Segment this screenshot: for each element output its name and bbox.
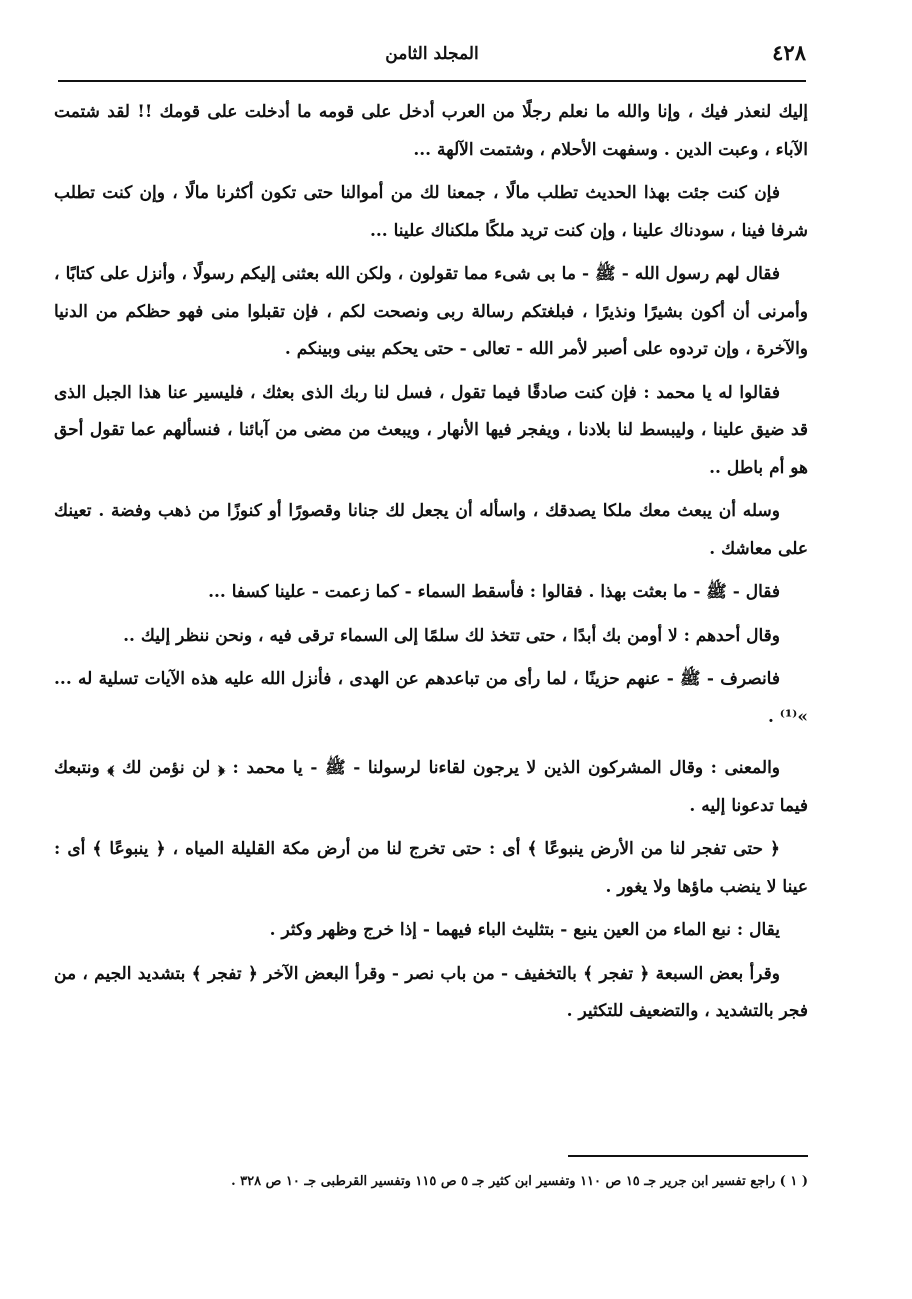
running-title: المجلد الثامن	[385, 44, 479, 64]
paragraph: فقال - ﷺ - ما بعثت بهذا . فقالوا : فأسقط السماء - كما زعمت - علينا كسفا ...	[208, 582, 780, 602]
paragraph: فانصرف - ﷺ - عنهم حزينًا ، لما رأى من تباعدهم عن الهدى ، فأنزل الله عليه هذه الآيات تسلية له ... »⁽¹⁾ .	[54, 669, 808, 727]
paragraph: ﴿ حتى تفجر لنا من الأرض ينبوعًا ﴾ أى : حتى تخرج لنا من أرض مكة القليلة المياه ، ﴿ ينبوعًا ﴾ أى : عينا لا ينضب ماؤها ولا يغور .	[54, 839, 808, 897]
paragraph: إليك لنعذر فيك ، وإنا والله ما نعلم رجلًا من العرب أدخل على قومه ما أدخلت على قومك !! لقد شتمت الآباء ، وعبت الدين . وسفهت الأحلام ، وشتمت الآلهة ...	[54, 102, 808, 160]
body-text	[54, 94, 808, 1037]
page-number: ٤٢٨	[772, 40, 806, 65]
paragraph: وسله أن يبعث معك ملكا يصدقك ، واسأله أن يجعل لك جنانا وقصورًا أو كنوزًا من ذهب وفضة . تعينك على معاشك .	[54, 501, 808, 559]
paragraph: والمعنى : وقال المشركون الذين لا يرجون لقاءنا لرسولنا - ﷺ - يا محمد : ﴿ لن نؤمن لك ﴾ ونتبعك فيما تدعونا إليه .	[54, 758, 808, 816]
page-header	[58, 38, 806, 78]
paragraph: وقرأ بعض السبعة ﴿ تفجر ﴾ بالتخفيف - من باب نصر - وقرأ البعض الآخر ﴿ تفجر ﴾ بتشديد الجيم ، من فجر بالتشديد ، والتضعيف للتكثير .	[54, 963, 808, 1021]
paragraph: وقال أحدهم : لا أومن بك أبدًا ، حتى تتخذ لك سلمًا إلى السماء ترقى فيه ، ونحن ننظر إليك ..	[123, 625, 780, 646]
paragraph: فقالوا له يا محمد : فإن كنت صادقًا فيما تقول ، فسل لنا ربك الذى بعثك ، فليسير عنا هذا الجبل الذى قد ضيق علينا ، وليبسط لنا بلادنا ، ويفجر فيها الأنهار ، ويبعث من مضى من آبائنا ، فنسألهم عما تقول أحق هو أم باطل ..	[54, 382, 808, 478]
paragraph: فإن كنت جئت بهذا الحديث تطلب مالًا ، جمعنا لك من أموالنا حتى تكون أكثرنا مالًا ، وإن كنت تطلب شرفا فينا ، سودناك علينا ، وإن كنت تريد ملكًا ملكناك علينا ...	[54, 183, 808, 241]
footnote-rule	[568, 1155, 808, 1157]
paragraph: فقال لهم رسول الله - ﷺ - ما بى شىء مما تقولون ، ولكن الله بعثنى إليكم رسولًا ، وأنزل على كتابًا ، وأمرنى أن أكون بشيرًا ونذيرًا ، فبلغتكم رسالة ربى ونصحت لكم ، فإن تقبلوا منى فهو حظكم من الدنيا والآخرة ، وإن تردوه على أصبر لأمر الله - تعالى - حتى يحكم بينى وبينكم .	[54, 264, 808, 359]
paragraph: يقال : نبع الماء من العين ينبع - بتثليث الباء فيهما - إذا خرج وظهر وكثر .	[269, 920, 780, 940]
header-rule	[58, 80, 806, 82]
footnote: ( ١ ) راجع تفسير ابن جرير جـ ١٥ ص ١١٠ وتفسير ابن كثير جـ ٥ ص ١١٥ وتفسير القرطبى جـ ١٠ ص ٣٢٨ .	[231, 1174, 808, 1189]
